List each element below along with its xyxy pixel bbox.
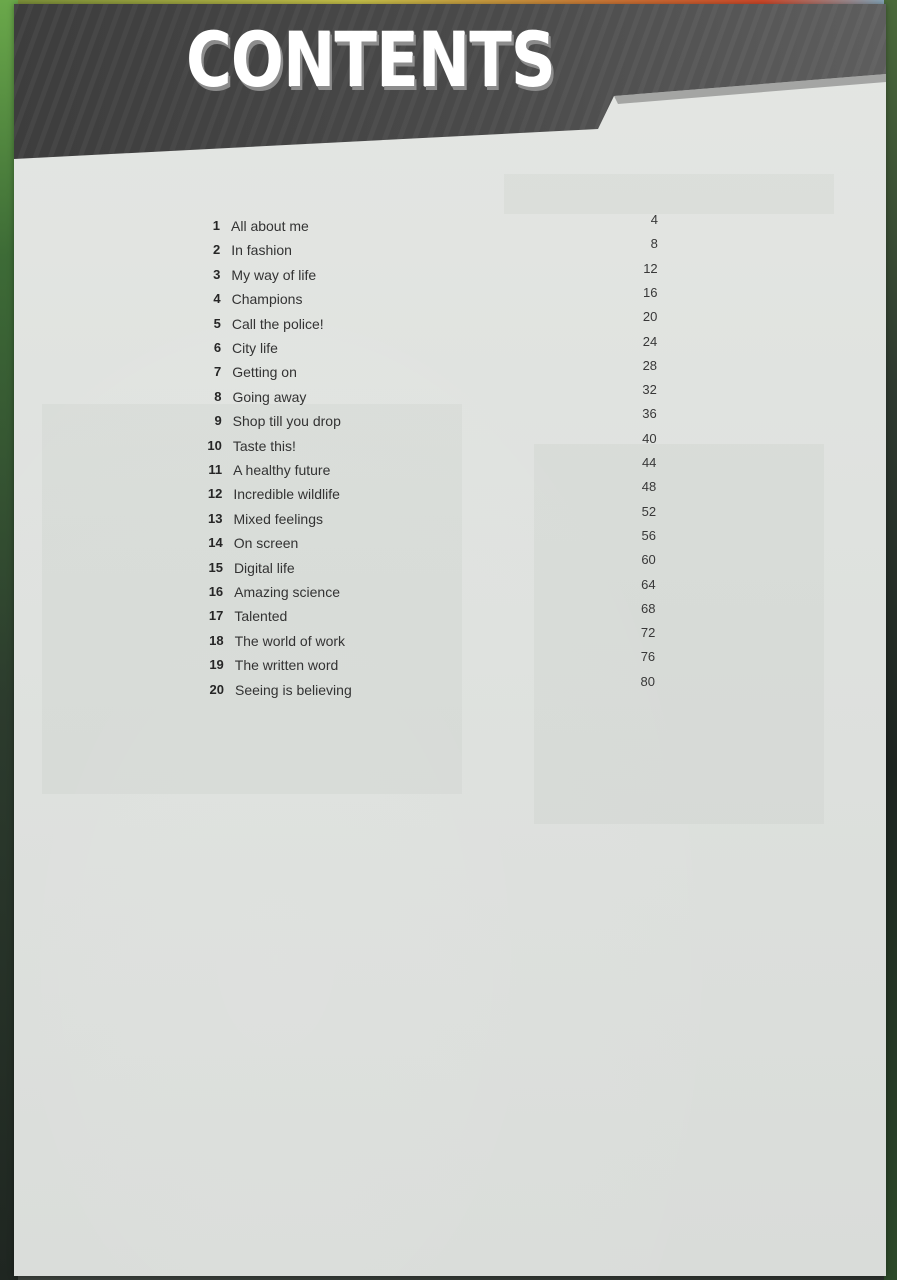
contents-row: [201, 511, 861, 531]
unit-title: A healthy future: [233, 462, 331, 478]
unit-title: The written word: [234, 657, 339, 674]
unit-title: Shop till you drop: [232, 413, 341, 430]
unit-page-number: 24: [642, 333, 658, 349]
unit-page-number: 36: [642, 406, 657, 422]
contents-row: [202, 633, 862, 653]
unit-title: Digital life: [233, 559, 295, 576]
unit-title: Champions: [231, 291, 303, 308]
contents-row: [201, 584, 861, 604]
unit-number: 14: [208, 535, 223, 551]
unit-title: On screen: [233, 535, 299, 552]
contents-list: [14, 4, 886, 1276]
contents-row: [202, 657, 862, 677]
unit-number: 16: [208, 584, 224, 599]
unit-number: 7: [214, 364, 222, 380]
unit-title: Taste this!: [232, 437, 296, 454]
unit-title: Talented: [234, 608, 288, 625]
unit-number: 18: [209, 632, 224, 648]
unit-page-number: 12: [643, 260, 658, 276]
contents-row: [199, 364, 859, 384]
contents-row: [202, 682, 862, 702]
unit-number: 1: [212, 218, 220, 233]
unit-title: Amazing science: [234, 584, 340, 600]
unit-page-number: 72: [640, 625, 656, 641]
unit-number: 17: [208, 608, 224, 624]
contents-row: [199, 316, 859, 336]
unit-title: In fashion: [231, 242, 292, 259]
unit-number: 2: [212, 242, 221, 258]
unit-number: 12: [207, 486, 223, 502]
unit-number: 4: [213, 291, 221, 307]
contents-row: [198, 242, 858, 262]
unit-page-number: 4: [650, 212, 658, 227]
unit-number: 11: [208, 462, 223, 477]
contents-row: [201, 535, 861, 555]
unit-page-number: 44: [641, 455, 657, 470]
unit-number: 19: [209, 657, 224, 673]
contents-row: [201, 608, 861, 628]
unit-title: Call the police!: [231, 315, 324, 332]
unit-number: 20: [209, 681, 224, 697]
unit-page-number: 8: [650, 236, 658, 252]
contents-row: [201, 560, 861, 580]
unit-title: Getting on: [232, 364, 297, 381]
unit-title: My way of life: [231, 266, 317, 283]
unit-page-number: 48: [641, 479, 657, 495]
unit-title: Seeing is believing: [235, 681, 352, 698]
contents-row: [198, 218, 858, 238]
unit-page-number: 32: [642, 382, 657, 398]
unit-number: 10: [207, 437, 222, 453]
unit-page-number: 16: [643, 284, 658, 300]
unit-number: 8: [214, 388, 222, 404]
contents-row: [199, 340, 859, 360]
unit-page-number: 40: [642, 430, 657, 446]
unit-page-number: 56: [641, 527, 656, 543]
unit-page-number: 20: [642, 309, 658, 325]
unit-page-number: 76: [640, 649, 656, 665]
unit-title: All about me: [231, 218, 309, 234]
contents-row: [199, 291, 859, 311]
unit-title: The world of work: [234, 632, 346, 649]
unit-page-number: 52: [641, 503, 657, 519]
unit-page-number: 60: [641, 552, 656, 568]
unit-page-number: 80: [640, 673, 655, 689]
unit-page-number: 28: [642, 357, 658, 373]
contents-row: [200, 462, 860, 482]
unit-page-number: 64: [641, 576, 656, 592]
contents-row: [199, 389, 859, 409]
unit-number: 9: [214, 413, 222, 429]
contents-page: [14, 4, 886, 1276]
contents-row: [200, 486, 860, 506]
unit-title: City life: [232, 340, 278, 356]
unit-number: 3: [213, 266, 221, 282]
contents-row: [200, 438, 860, 458]
contents-row: [198, 267, 858, 287]
unit-title: Incredible wildlife: [233, 486, 340, 503]
unit-number: 13: [208, 510, 223, 526]
unit-page-number: 68: [641, 600, 656, 616]
contents-row: [200, 413, 860, 433]
unit-title: Going away: [232, 388, 307, 405]
unit-title: Mixed feelings: [233, 510, 324, 527]
unit-number: 15: [208, 559, 223, 575]
unit-number: 6: [213, 340, 222, 355]
page-title: CONTENTS: [186, 15, 555, 104]
unit-number: 5: [213, 315, 221, 331]
